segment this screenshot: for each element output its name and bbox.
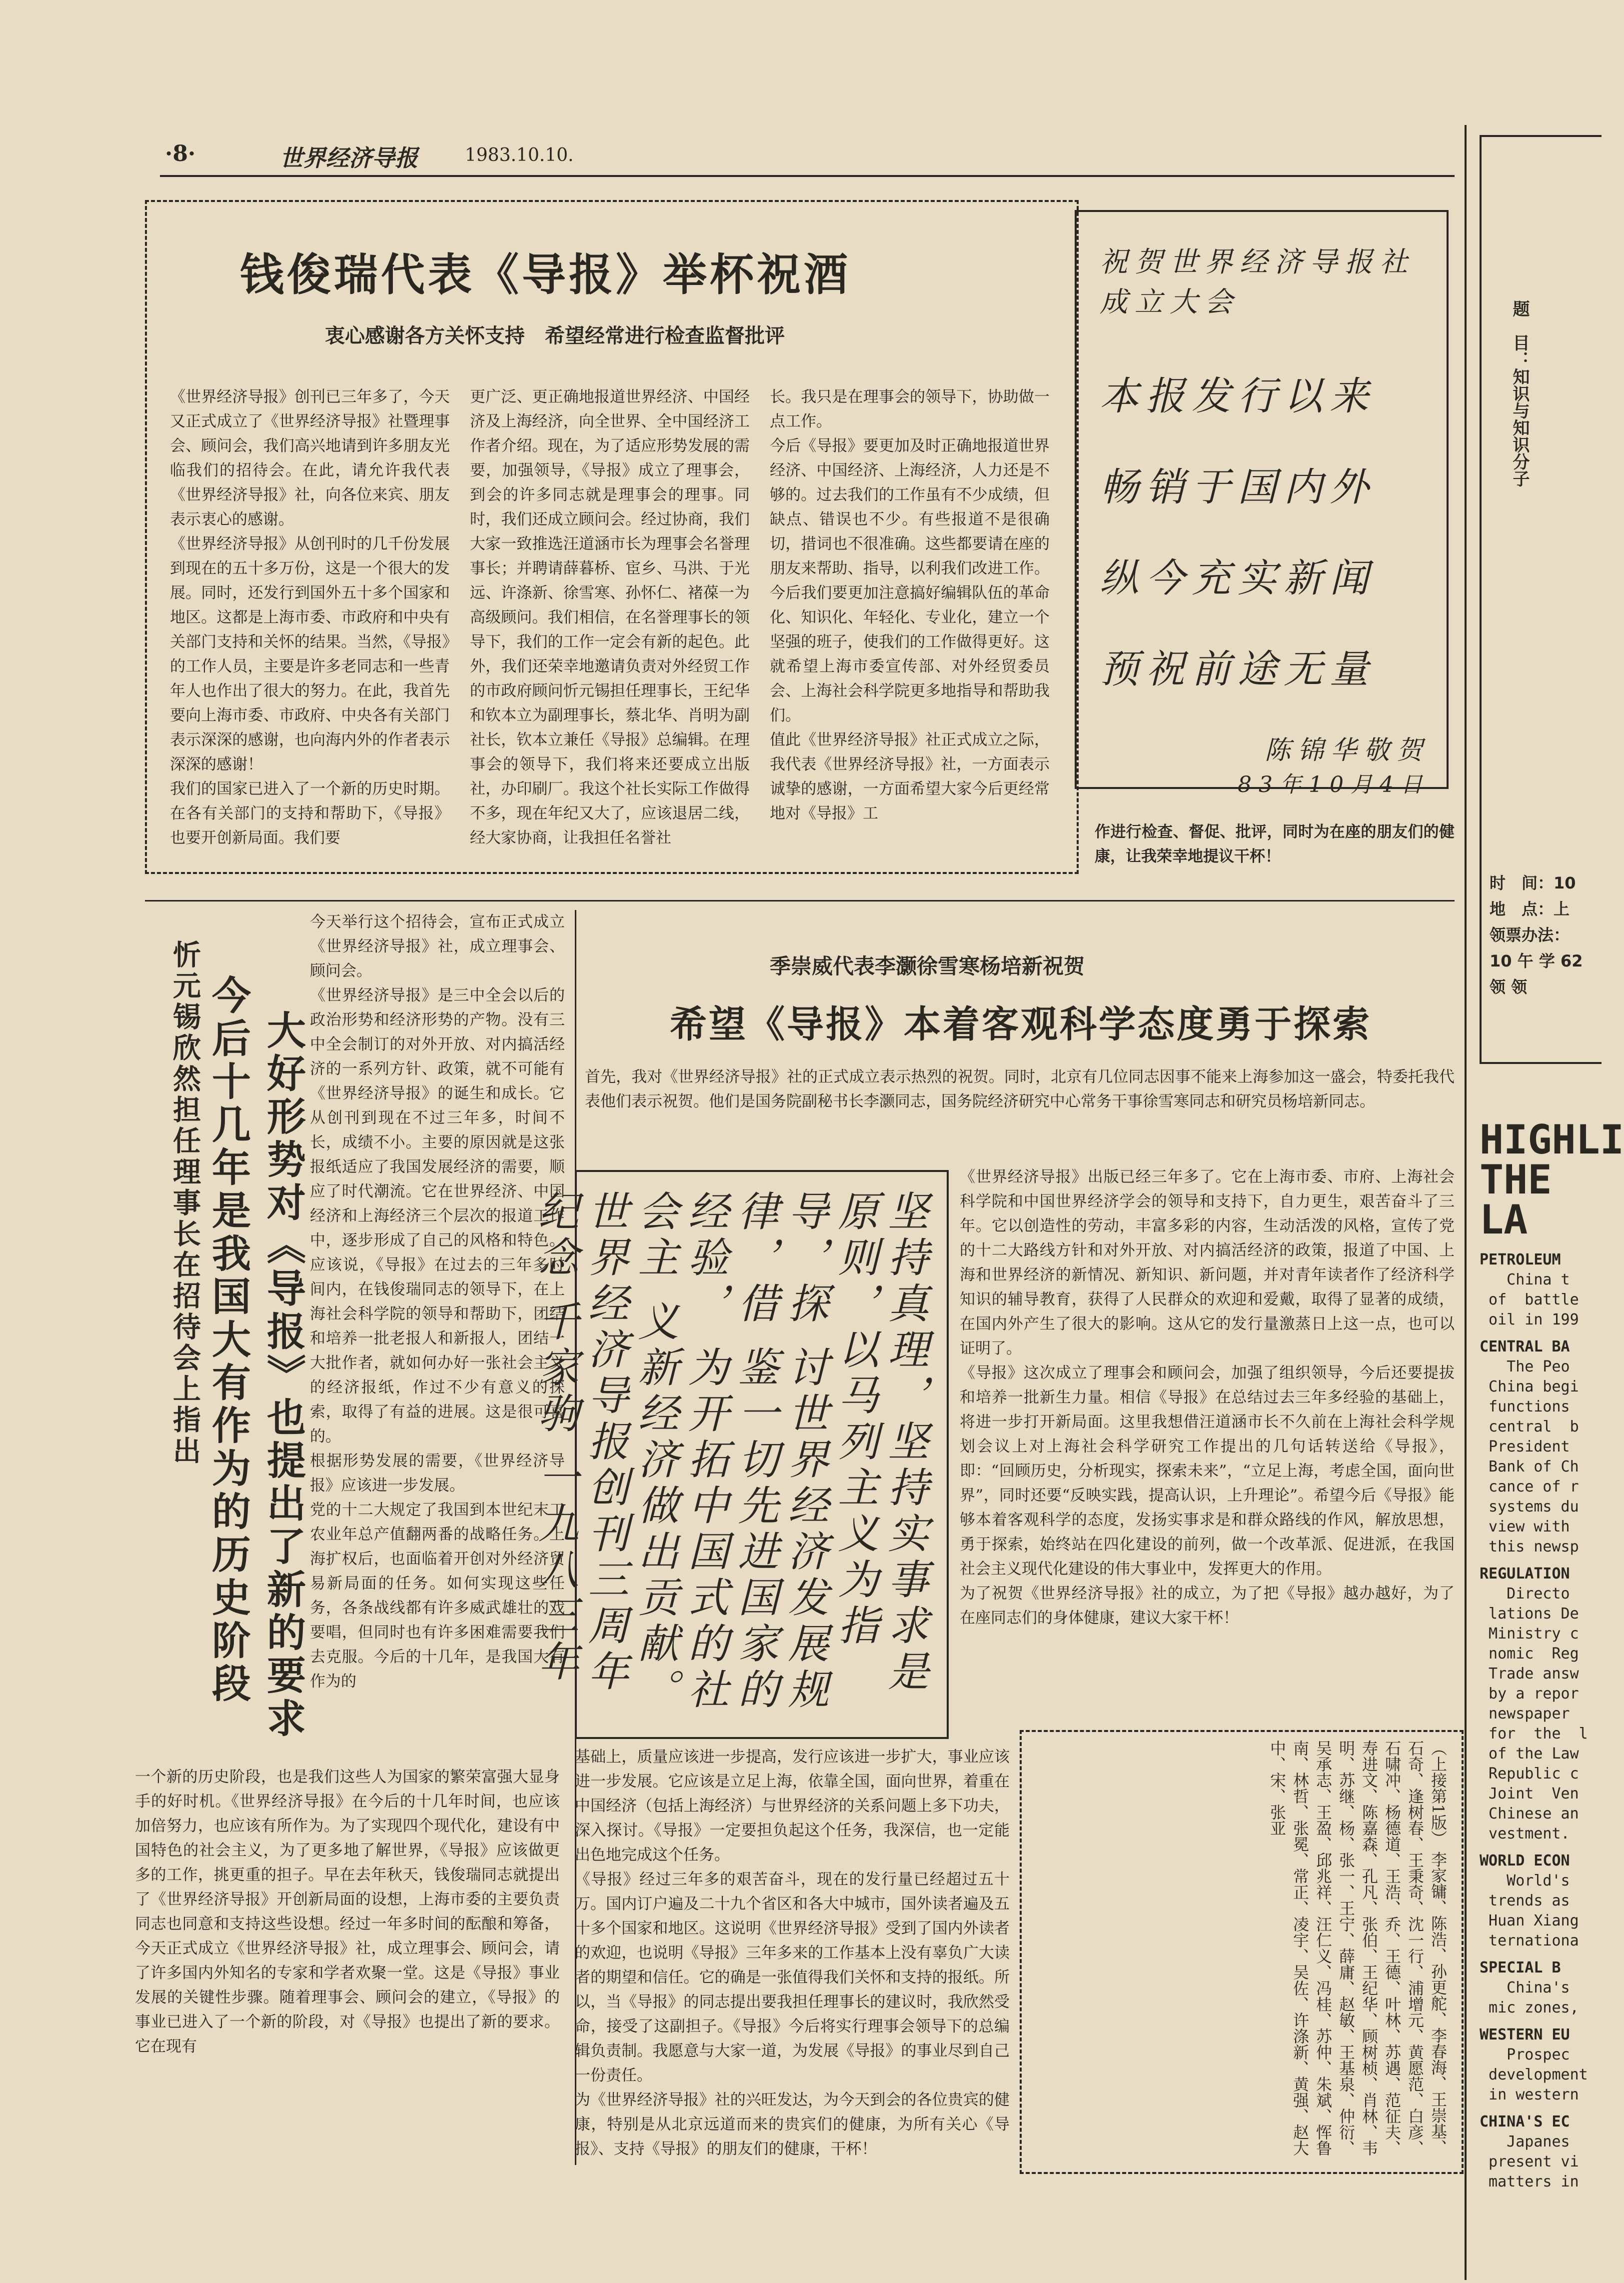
english-line: SPECIAL B bbox=[1480, 1959, 1561, 1976]
calligraphy1-line-3: 畅销于国内外 bbox=[1100, 465, 1376, 510]
notice-topic-label: 题 目： bbox=[1510, 300, 1530, 368]
calligraphy1-block bbox=[1100, 240, 1430, 798]
english-line: for the l bbox=[1480, 1725, 1588, 1742]
english-line: CENTRAL BA bbox=[1480, 1338, 1570, 1356]
english-line: systems du bbox=[1480, 1498, 1579, 1516]
article1-title: 钱俊瑞代表《导报》举杯祝酒 bbox=[240, 248, 851, 300]
notice-time: 10 bbox=[1554, 874, 1576, 892]
article1-col2 bbox=[470, 385, 750, 850]
english-line: of battle bbox=[1480, 1291, 1579, 1308]
english-line: World's bbox=[1480, 1872, 1570, 1890]
notice-ticket-label: 领票办法： bbox=[1490, 926, 1570, 944]
calligraphy2-line-3: 讨世界经济发展规律，借 bbox=[731, 1190, 829, 1714]
article2-kicker: 忻元锡欣然担任理事长在招待会上指出 bbox=[168, 940, 201, 1467]
page-number: ·8· bbox=[165, 141, 196, 166]
english-line: matters in bbox=[1480, 2173, 1579, 2190]
article2-headline-1: 大好形势对《导报》也提出了新的要求 bbox=[260, 1010, 306, 1741]
article3-body bbox=[960, 1165, 1455, 1715]
calligraphy2-line-2: 原则，以马列主义为指导，探 bbox=[781, 1190, 879, 1650]
article2-col1-text: 今天举行这个招待会，宣布正式成立《世界经济导报》社，成立理事会、顾问会。 《世界经济导报》是三中全会以后的政治形势和经济形势的产物。没有三中全会制订的对外开放、对内搞活经济的一系列方针、政策，就不可能有《世界经济导报》的诞生和成长。它从创刊到现在不过三年多，时间不长，成绩不小。主要的原因就是这张报纸适应了我国发展经济的需要，顺应了时代潮流。它在世界经济、中国经济和上海经济三个层次的报道工作中，逐步形成了自己的风格和特色。应该说，《导报》在过去的三年多时间内，在钱俊瑞同志的领导下，在上海社会科学院的领导和帮助下，团结和培养一批老报人和新报人，团结一大批作者，就如何办好一张社会主义的经济报纸，作过不少有意义的探索，取得了有益的进展。这是很可喜的。 根据形势发展的需要，《世界经济导报》应该进一步发展。 党的十二大规定了我国到本世纪末工农业年总产值翻两番的战略任务。上海扩权后，也面临着开创对外经济贸易新局面的任务。如何实现这些任务，各条战线都有许多威武雄壮的戏要唱，但同时也有许多困难需要我们去克服。今后的十几年，是我国大有作为的 bbox=[310, 913, 565, 1690]
section-rule bbox=[145, 900, 1455, 902]
english-headline-2: THE LA bbox=[1480, 1156, 1552, 1243]
notice-ticket: 10 午 学 62 领 领 bbox=[1490, 952, 1583, 996]
article3-lead: 首先，我对《世界经济导报》社的正式成立表示热烈的祝贺。同时，北京有几位同志因事不能来上海参加这一盛会，特委托我代表他们表示祝贺。他们是国务院副秘书长李灏同志，国务院经济研究中心常务干事徐雪寒同志和研究员杨培新同志。 bbox=[585, 1068, 1455, 1110]
english-column bbox=[1480, 1116, 1624, 2270]
english-line: Joint Ven bbox=[1480, 1785, 1579, 1802]
english-line: Chinese an bbox=[1480, 1805, 1579, 1822]
english-line: newspaper bbox=[1480, 1705, 1570, 1722]
english-line: development bbox=[1480, 2066, 1588, 2084]
english-line: of the Law bbox=[1480, 1745, 1579, 1762]
issue-date: 1983.10.10. bbox=[465, 145, 574, 166]
english-line: President bbox=[1480, 1438, 1570, 1456]
english-line: in western bbox=[1480, 2086, 1579, 2104]
article2-headline-2: 今后十几年是我国大有作为的历史阶段 bbox=[205, 975, 251, 1706]
english-line: ternationa bbox=[1480, 1932, 1579, 1950]
calligraphy1-line-2: 本报发行以来 bbox=[1100, 374, 1376, 419]
calligraphy1-line-4: 纵今充实新闻 bbox=[1100, 556, 1376, 601]
names-header: （上接第1版） bbox=[1429, 1740, 1448, 1846]
article2-col2-text: 一个新的历史阶段，也是我们这些人为国家的繁荣富强大显身手的好时机。《世界经济导报》在今后的十几年时间，也应该加倍努力，也应该有所作为。为了实现四个现代化，建设有中国特色的社会主义，为了更多地了解世界，《导报》应该做更多的工作，挑更重的担子。早在去年秋天，钱俊瑞同志就提出了《世界经济导报》开创新局面的设想，上海市委的主要负责同志也同意和支持这些设想。经过一年多时间的酝酿和筹备，今天正式成立《世界经济导报》社，成立理事会、顾问会，请了许多国内外知名的专家和学者欢聚一堂。这是《导报》事业发展的关键性步骤。随着理事会、顾问会的建立，《导报》的事业已进入了一个新的阶段，对《导报》也提出了新的要求。它在现有 bbox=[135, 1768, 560, 2056]
english-line: PETROLEUM bbox=[1480, 1251, 1561, 1268]
english-line: trends as bbox=[1480, 1892, 1570, 1910]
english-line: Bank of Ch bbox=[1480, 1458, 1579, 1476]
calligraphy2-line-1: 坚持真理，坚持实事求是 bbox=[881, 1190, 929, 1696]
article1-col3-text: 长。我只是在理事会的领导下，协助做一点工作。 今后《导报》要更加及时正确地报道世界经济、中国经济、上海经济，人力还是不够的。过去我们的工作虽有不少成绩，但缺点、错误也不少。有些报道不是很确切，措词也不很准确。这些都要请在座的朋友来帮助、指导，以利我们改进工作。今后我们要更加注意搞好编辑队伍的革命化、知识化、年轻化、专业化，建立一个坚强的班子，使我们的工作做得更好。这就希望上海市委宣传部、对外经贸委员会、上海社会科学院更多地指导和帮助我们。 值此《世界经济导报》社正式成立之际，我代表《世界经济导报》社，一方面表示诚挚的感谢，一方面希望大家今后更经常地对《导报》工 bbox=[770, 388, 1050, 822]
header-rule bbox=[160, 175, 1455, 177]
article1-tail: 作进行检查、督促、批评，同时为在座的朋友们的健康，让我荣幸地提议干杯！ bbox=[1095, 823, 1455, 866]
english-line: central b bbox=[1480, 1418, 1579, 1436]
calligraphy1-date: 83年10月4日 bbox=[1238, 772, 1430, 798]
calligraphy2-signature: 千家驹 一九八三年 bbox=[531, 1300, 579, 1686]
article1-subtitle: 衷心感谢各方关怀支持 希望经常进行检查监督批评 bbox=[325, 324, 785, 348]
notice-place: 上 bbox=[1554, 900, 1570, 918]
english-line: CHINA'S EC bbox=[1480, 2113, 1570, 2130]
paper-name: 世界经济导报 bbox=[280, 144, 418, 172]
calligraphy2-line-6: 义新经济做出贡献。 bbox=[631, 1300, 679, 1714]
english-line: view with bbox=[1480, 1518, 1570, 1536]
article2-col2 bbox=[135, 1765, 560, 2165]
article3-body-text: 《世界经济导报》出版已经三年多了。它在上海市委、市府、上海社会科学院和中国世界经济学会的领导和支持下，自力更生，艰苦奋斗了三年。它以创造性的劳动，丰富多彩的内容，生动活泼的风格，宣传了党的十二大路线方针和对外开放、对内搞活经济的政策，报道了中国、上海和世界经济的新情况、新知识、新问题，并对青年读者作了经济科学知识的辅导教育，获得了人民群众的欢迎和爱戴，取得了显著的成绩，在国内外产生了很大的影响。这从它的发行量激蒸日上这一点，也可以证明了。 《导报》这次成立了理事会和顾问会，加强了组织领导，今后还要提拔和培养一批新生力量。相信《导报》在总结过去三年多经验的基础上，将进一步打开新局面。这里我想借汪道涵市长不久前在上海社会科学规划会议上对上海社会科学研究工作提出的几句话转送给《导报》，即：“回顾历史，分析现实，探索未来”，“立足上海，考虑全国，面向世界”，同时还要“反映实践，提高认识，上升理论”。希望今后《导报》能够本着客观科学的态度，发扬实事求是和群众路线的作风，解放思想，勇于探索，始终站在四化建设的前列，做一个改革派、促进派，在我国社会主义现代化建设的伟大事业中，发挥更大的作用。 为了祝贺《世界经济导报》社的成立，为了把《导报》越办越好，为了在座同志们的身体健康，建议大家干杯！ bbox=[960, 1168, 1455, 1627]
names-block bbox=[1030, 1740, 1450, 2160]
article1-col3 bbox=[770, 385, 1050, 820]
calligraphy2-line-5: 为开拓中国式的社会主 bbox=[631, 1190, 729, 1714]
english-line: The Peo bbox=[1480, 1358, 1570, 1376]
english-line: vestment. bbox=[1480, 1825, 1570, 1842]
article2-col1 bbox=[310, 910, 565, 1760]
calligraphy1-line-1: 祝贺世界经济导报社成立大会 bbox=[1100, 246, 1415, 318]
notice-details bbox=[1490, 870, 1589, 1030]
english-line: Directo bbox=[1480, 1585, 1570, 1602]
article3-body2-text: 基础上，质量应该进一步提高，发行应该进一步扩大，事业应该进一步发展。它应该是立足上海，依靠全国，面向世界，着重在中国经济（包括上海经济）与世界经济的关系问题上多下功夫，深入探讨。《导报》一定要担负起这个任务，我深信，也一定能出色地完成这个任务。 《导报》经过三年多的艰苦奋斗，现在的发行量已经超过五十万。国内订户遍及二十九个省区和各大中城市，国外读者遍及五十多个国家和地区。这说明《世界经济导报》受到了国内外读者的欢迎，也说明《导报》三年多来的工作基本上没有辜负广大读者的期望和信任。它的确是一张值得我们关怀和支持的报纸。所以，当《导报》的同志提出要我担任理事长的建议时，我欣然受命，接受了这副担子。《导报》今后将实行理事会领导下的总编辑负责制。我愿意与大家一道，为发展《导报》的事业尽到自己一份责任。 为《世界经济导报》社的兴旺发达，为今天到会的各位贵宾的健康，特别是从北京远道而来的贵宾们的健康，为所有关心《导报》、支持《导报》的朋友们的健康，干杯！ bbox=[575, 1748, 1010, 2158]
english-line: by a repor bbox=[1480, 1685, 1579, 1702]
calligraphy2-line-7: 世界经济导报创刊三周年纪念 bbox=[531, 1190, 629, 1696]
english-line: lations De bbox=[1480, 1605, 1579, 1622]
article3-title: 希望《导报》本着客观科学态度勇于探索 bbox=[670, 1003, 1372, 1046]
english-line: this newsp bbox=[1480, 1538, 1579, 1556]
english-line: present vi bbox=[1480, 2153, 1579, 2170]
english-line: Huan Xiang bbox=[1480, 1912, 1579, 1930]
english-line: China begi bbox=[1480, 1378, 1579, 1396]
english-line: WORLD ECON bbox=[1480, 1852, 1570, 1870]
english-line: China t bbox=[1480, 1271, 1570, 1288]
calligraphy1-signature: 陈锦华敬贺 bbox=[1264, 736, 1430, 766]
english-headline-1: HIGHLI bbox=[1480, 1116, 1624, 1163]
article3-kicker: 季崇威代表李灏徐雪寒杨培新祝贺 bbox=[770, 954, 1085, 978]
english-line: functions bbox=[1480, 1398, 1570, 1416]
english-line: WESTERN EU bbox=[1480, 2026, 1570, 2044]
notice-time-label: 时 间： bbox=[1490, 874, 1554, 892]
article1-col1 bbox=[170, 385, 450, 850]
english-line: Republic c bbox=[1480, 1765, 1579, 1782]
english-line: Trade answ bbox=[1480, 1665, 1579, 1682]
calligraphy2-block bbox=[531, 1190, 930, 1720]
notice-topic bbox=[1510, 300, 1530, 550]
notice-place-label: 地 点： bbox=[1490, 900, 1554, 918]
english-line: nomic Reg bbox=[1480, 1645, 1579, 1662]
right-strip-rule bbox=[1465, 125, 1467, 2280]
english-lines bbox=[1480, 1250, 1589, 2192]
names-list: 李家镛、陈浩、孙更舵、李春海、王崇基、石奇、逢树春、王秉奇、沈一行、浦增元、黄愿范、白彦、石啸冲、杨德道、王浩、乔、王德、叶林、苏遇、范征夫、寿进文、陈嘉森、孔凡、张伯、王纪华、顾树桢、肖林、韦明、苏继、杨、张一、王宁、薛庸、赵敏、王基泉、仲衍、吴承志、王盈、邱兆祥、汪仁义、冯桂、苏仲、朱斌、恽鲁南、林哲、张冕、常正、凌宇、吴佐、许涤新、黄强、赵大中、宋、张亚 bbox=[1268, 1740, 1448, 2156]
english-line: REGULATION bbox=[1480, 1565, 1570, 1582]
article3-body2 bbox=[575, 1745, 1010, 2170]
article1-col1-text: 《世界经济导报》创刊已三年多了，今天又正式成立了《世界经济导报》社暨理事会、顾问会，我们高兴地请到许多朋友光临我们的招待会。在此，请允许我代表《世界经济导报》社，向各位来宾、朋友表示衷心的感谢。 《世界经济导报》从创刊时的几千份发展到现在的五十多万份，这是一个很大的发展。同时，还发行到国外五十多个国家和地区。这都是上海市委、市政府和中央有关部门支持和关怀的结果。当然，《导报》的工作人员，主要是许多老同志和一些青年人也作出了很大的努力。在此，我首先要向上海市委、市政府、中央各有关部门表示深深的感谢，也向海内外的作者表示深深的感谢！ 我们的国家已进入了一个新的历史时期。在各有关部门的支持和帮助下，《导报》也要开创新局面。我们要 bbox=[170, 388, 450, 847]
article1-col2-text: 更广泛、更正确地报道世界经济、中国经济及上海经济，向全世界、全中国经济工作者介绍。现在，为了适应形势发展的需要，加强领导，《导报》成立了理事会，到会的许多同志就是理事会的理事。同时，我们还成立顾问会。经过协商，我们大家一致推选汪道涵市长为理事会名誉理事长；并聘请薛暮桥、宦乡、马洪、于光远、许涤新、徐雪寒、孙怀仁、褚葆一为高级顾问。我们相信，在名誉理事长的领导下，我们的工作一定会有新的起色。此外，我们还荣幸地邀请负责对外经贸工作的市政府顾问忻元锡担任理事长，王纪华和钦本立为副理事长，蔡北华、肖明为副社长，钦本立兼任《导报》总编辑。在理事会的领导下，我们将来还要成立出版社，办印刷厂。我这个社长实际工作做得不多，现在年纪又大了，应该退居二线，经大家协商，让我担任名誉社 bbox=[470, 388, 750, 847]
calligraphy2-line-4: 鉴一切先进国家的经验， bbox=[681, 1190, 779, 1714]
english-line: China's bbox=[1480, 1979, 1570, 1996]
notice-topic-value: 知识与知识分子 bbox=[1510, 368, 1530, 487]
english-line: oil in 199 bbox=[1480, 1311, 1579, 1328]
english-line: Prospec bbox=[1480, 2046, 1570, 2064]
english-line: Ministry c bbox=[1480, 1625, 1579, 1642]
english-line: Japanes bbox=[1480, 2133, 1570, 2150]
calligraphy1-line-5: 预祝前途无量 bbox=[1100, 647, 1376, 692]
english-line: cance of r bbox=[1480, 1478, 1579, 1496]
english-line: mic zones, bbox=[1480, 1999, 1579, 2016]
